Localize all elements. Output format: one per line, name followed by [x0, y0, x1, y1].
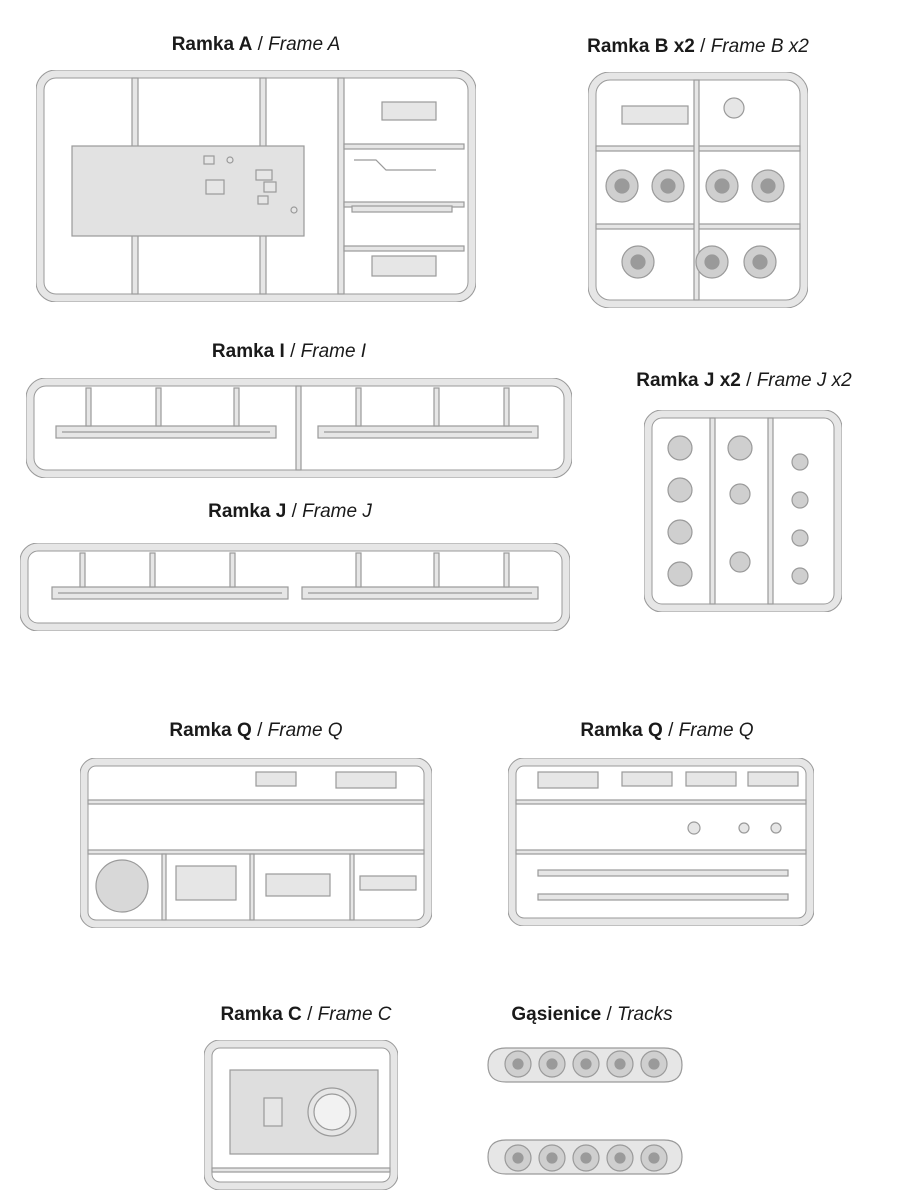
sprue-frame-a-drawing: [36, 70, 476, 302]
separator: /: [700, 36, 706, 57]
frame-a-label-pl: Ramka A: [171, 34, 253, 55]
track-run-lower-drawing: [472, 1132, 698, 1182]
sprue-frame-b: [588, 72, 808, 308]
frame-j2-label-en: Frame J x2: [756, 370, 852, 391]
sprue-frame-i-drawing: [26, 378, 572, 478]
sprue-frame-b-drawing: [588, 72, 808, 308]
frame-j2-caption: [636, 370, 851, 392]
frame-j-label-pl: Ramka J: [208, 501, 287, 522]
frame-q1-label-pl: Ramka Q: [169, 720, 252, 741]
tracks-label-en: Tracks: [617, 1004, 673, 1025]
frame-q1-label-en: Frame Q: [267, 720, 343, 741]
frame-q2-label-en: Frame Q: [678, 720, 754, 741]
frame-i-label-pl: Ramka I: [211, 341, 285, 362]
frame-i-label-en: Frame I: [300, 341, 367, 362]
separator: /: [606, 1004, 612, 1025]
frame-c-caption: [220, 1004, 391, 1026]
frame-j-label-en: Frame J: [302, 501, 372, 522]
frame-q2-caption: [580, 720, 753, 742]
separator: /: [291, 501, 297, 522]
frame-b-label-pl: Ramka B x2: [587, 36, 695, 57]
tracks-caption: [511, 1004, 672, 1026]
sprue-frame-q2: [508, 758, 814, 926]
frame-c-label-en: Frame C: [317, 1004, 392, 1025]
frame-a-label-en: Frame A: [268, 34, 341, 55]
sprue-frame-a: [36, 70, 476, 302]
separator: /: [307, 1004, 313, 1025]
sprue-frame-q1-drawing: [80, 758, 432, 928]
sprue-frame-c-drawing: [204, 1040, 398, 1190]
track-run-upper-drawing: [472, 1040, 698, 1090]
sprue-frame-c: [204, 1040, 398, 1190]
frame-j-caption: [208, 501, 372, 523]
frame-b-label-en: Frame B x2: [710, 36, 809, 57]
tracks-label-pl: Gąsienice: [511, 1004, 602, 1025]
frame-c-label-pl: Ramka C: [220, 1004, 302, 1025]
sprue-frame-q2-drawing: [508, 758, 814, 926]
frame-b-caption: [587, 36, 809, 58]
sprue-frame-j: [20, 543, 570, 631]
separator: /: [257, 720, 263, 741]
track-run-upper: [472, 1040, 698, 1090]
frame-j2-label-pl: Ramka J x2: [636, 370, 741, 391]
sprue-frame-j2-drawing: [644, 410, 842, 612]
separator: /: [290, 341, 296, 362]
track-run-lower: [472, 1132, 698, 1182]
separator: /: [668, 720, 674, 741]
frame-a-caption: [172, 34, 341, 56]
sprue-frame-j-drawing: [20, 543, 570, 631]
sprue-frame-i: [26, 378, 572, 478]
sprue-frame-j2: [644, 410, 842, 612]
frame-q1-caption: [169, 720, 342, 742]
separator: /: [257, 34, 263, 55]
separator: /: [746, 370, 752, 391]
frame-i-caption: [212, 341, 366, 363]
frame-q2-label-pl: Ramka Q: [580, 720, 663, 741]
sprue-frame-q1: [80, 758, 432, 928]
